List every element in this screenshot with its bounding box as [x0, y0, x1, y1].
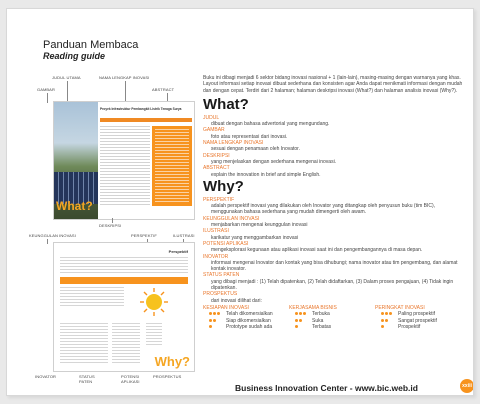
callout-status-paten: STATUS PATEN	[79, 374, 95, 384]
prospektus-row-label: Terbuka	[312, 311, 330, 318]
thumbnail-heading: Perspektif	[168, 249, 188, 254]
guide-item-description: foto atau representasi dari inovasi.	[211, 133, 288, 140]
prospektus-column	[289, 305, 375, 330]
prospektus-column-heading: KERJASAMA BISNIS	[289, 304, 337, 311]
rating-dot	[299, 312, 302, 315]
guide-item-description: explain the innovation in brief and simple English.	[211, 171, 321, 178]
guide-item-key: ILUSTRASI	[203, 228, 229, 235]
rating-dots-icon	[381, 324, 395, 330]
thumbnail-heading: Proyek Infrastruktur Pembangkit Listrik Tenaga Surya	[100, 107, 182, 111]
guide-item-description: mengeksplorasi kegunaan atau aplikasi inovasi saat ini dan pengembangannya di masa depan.	[211, 247, 423, 254]
guide-item-key: KEUNGGULAN INOVASI	[203, 215, 260, 222]
rating-dots-icon	[209, 324, 223, 330]
callout-judul-utama: JUDUL UTAMA	[52, 75, 81, 80]
rating-dot	[381, 325, 384, 328]
page-title: Panduan Membaca	[43, 39, 139, 51]
prospektus-row-label: Paling prospektif	[398, 311, 435, 318]
guide-item-description: yang dibagi menjadi : (1) Telah dipatenkan, (2) Telah didaftarkan, (3) Dalam proses pengajuan, (4) Tidak ingin dipatenkan.	[211, 278, 454, 292]
guide-item-key: INOVATOR	[203, 253, 229, 260]
leader-line	[112, 218, 113, 223]
guide-item-description: karikatur yang menggambarkan inovasi	[211, 234, 299, 241]
thumbnail-why-label: Why?	[154, 354, 190, 369]
callout-perspektif: PERSPEKTIF	[131, 233, 157, 238]
what-items	[203, 115, 465, 178]
thumbnail-description-text	[100, 126, 150, 206]
page-number-badge: xxiii	[460, 379, 474, 393]
prospektus-column	[375, 305, 461, 330]
callout-deskripsi: DESKRIPSI	[99, 223, 122, 228]
guide-item	[203, 127, 465, 140]
guide-item	[203, 272, 465, 291]
guide-item-description: yang menjelaskan dengan sederhana mengenai inovasi.	[211, 158, 337, 165]
thumbnail-advantage-bar	[60, 277, 188, 284]
guide-item-key: NAMA LENGKAP INOVASI	[203, 140, 264, 147]
prospektus-row-label: Siap dikomersialkan	[226, 317, 271, 324]
what-page-thumbnail	[53, 101, 195, 220]
rating-dot	[381, 312, 384, 315]
rating-dots-icon	[295, 324, 309, 330]
intro-paragraph: Buku ini dibagi menjadi 6 sektor bidang inovasi nasional + 1 (lain-lain), masing-masing dengan warnanya yang khas. Layout informasi setiap inovasi dibuat sederhana dan konsisten agar Anda dapat menikmati informasi dengan mudah dan dengan cepat. Terdiri dari 2 halaman; halaman deskripsi inovasi (What?) dan halaman analisis inovasi (Why?).	[203, 75, 463, 94]
guide-item-description: adalah perspektif inovasi yang dilakukan oleh Inovator yang ditangkap oleh penyusun buku (tim BIC), menggunakan bahasa sederhana yang mudah dimengerti oleh awam.	[211, 203, 436, 216]
guide-item	[203, 291, 465, 304]
rating-dot	[295, 312, 298, 315]
rating-dot	[381, 319, 384, 322]
prospektus-row	[203, 324, 289, 330]
page-subtitle: Reading guide	[43, 51, 106, 61]
guide-item	[203, 197, 465, 216]
guide-item-description: dari inovasi dilihat dari:	[211, 297, 262, 304]
guide-item	[203, 153, 465, 166]
rating-dot	[385, 312, 388, 315]
thumbnail-what-label: What?	[56, 199, 93, 213]
guide-item-description: dibuat dengan bahasa advertorial yang mengundang.	[211, 121, 330, 128]
callout-gambar: GAMBAR	[37, 87, 55, 92]
guide-item-key: ABSTRACT	[203, 165, 230, 172]
what-heading: What?	[203, 95, 249, 113]
guide-item-description: informasi mengenai Inovator dan kontak yang bisa dihubungi; nama inovator atau tim pengembang, dan alamat kontak inovator.	[211, 259, 458, 273]
thumbnail-paten-text	[112, 323, 140, 363]
callout-keunggulan: KEUNGGULAN INOVASI	[29, 233, 76, 238]
guide-item	[203, 115, 465, 128]
rating-dot	[303, 312, 306, 315]
prospektus-row-label: Suka	[312, 317, 324, 324]
guide-item	[203, 165, 465, 178]
callout-abstract: ABSTRACT	[152, 87, 175, 92]
prospektus-column-heading: PERINGKAT INOVASI	[375, 304, 425, 311]
sun-illustration-icon	[136, 287, 172, 317]
rating-dot	[295, 325, 298, 328]
thumbnail-inovator-text	[60, 323, 108, 363]
rating-dot	[385, 319, 388, 322]
why-heading: Why?	[203, 177, 244, 195]
prospektus-row-label: Terbatas	[312, 323, 332, 330]
guide-item-key: PROSPEKTUS	[203, 291, 238, 298]
prospektus-column-heading: KESIAPAN INOVASI	[203, 304, 249, 311]
thumbnail-abstract-text	[155, 129, 189, 203]
why-items	[203, 197, 465, 304]
guide-item	[203, 216, 465, 229]
guide-item-key: POTENSI APLIKASI	[203, 240, 249, 247]
rating-dot	[213, 319, 216, 322]
why-page-thumbnail	[53, 242, 195, 372]
leader-line	[47, 239, 48, 244]
guide-item-key: JUDUL	[203, 114, 220, 121]
guide-item	[203, 241, 465, 254]
prospektus-row-label: Prospektif	[398, 323, 421, 330]
callout-potensi-aplikasi: POTENSI APLIKASI	[121, 374, 140, 384]
callout-nama-lengkap: NAMA LENGKAP INOVASI	[99, 75, 150, 80]
prospektus-row-label: Prototype sudah ada	[226, 323, 273, 330]
callout-inovator: INOVATOR	[35, 374, 57, 379]
leader-line	[67, 81, 68, 103]
rating-dot	[389, 312, 392, 315]
footer-text: Business Innovation Center - www.bic.web.id	[235, 383, 418, 393]
guide-item-description: sesuai dengan penamaan oleh Inovator.	[211, 146, 300, 153]
callout-prospektus: PROSPEKTUS	[153, 374, 182, 379]
prospektus-row-label: Sangat prospektif	[398, 317, 437, 324]
callout-ilustrasi: ILUSTRASI	[173, 233, 195, 238]
thumbnail-accent-bar	[100, 118, 192, 122]
thumbnail-prospektus-text	[146, 323, 162, 347]
guide-item	[203, 140, 465, 153]
guide-item	[203, 228, 465, 241]
prospektus-row	[289, 324, 375, 330]
guide-item-key: STATUS PATEN	[203, 272, 240, 279]
rating-dot	[209, 319, 212, 322]
rating-dot	[217, 312, 220, 315]
prospektus-row	[375, 324, 461, 330]
prospektus-row-label: Telah dikomersialkan	[226, 311, 273, 318]
guide-item-key: PERSPEKTIF	[203, 196, 235, 203]
prospektus-columns	[203, 305, 465, 330]
thumbnail-advantage-text	[60, 287, 124, 307]
document-page	[6, 8, 474, 396]
guide-item-key: DESKRIPSI	[203, 152, 230, 159]
rating-dot	[299, 319, 302, 322]
rating-dot	[295, 319, 298, 322]
guide-text-column	[203, 75, 465, 330]
guide-item-description: menjabarkan mengenai keunggulan inovasi	[211, 222, 308, 229]
prospektus-column	[203, 305, 289, 330]
rating-dot	[209, 312, 212, 315]
guide-item	[203, 254, 465, 273]
rating-dot	[209, 325, 212, 328]
guide-item-key: GAMBAR	[203, 127, 225, 134]
thumbnail-perspective-text	[60, 257, 188, 273]
rating-dot	[213, 312, 216, 315]
leader-line	[125, 81, 126, 103]
leader-line	[47, 93, 48, 103]
